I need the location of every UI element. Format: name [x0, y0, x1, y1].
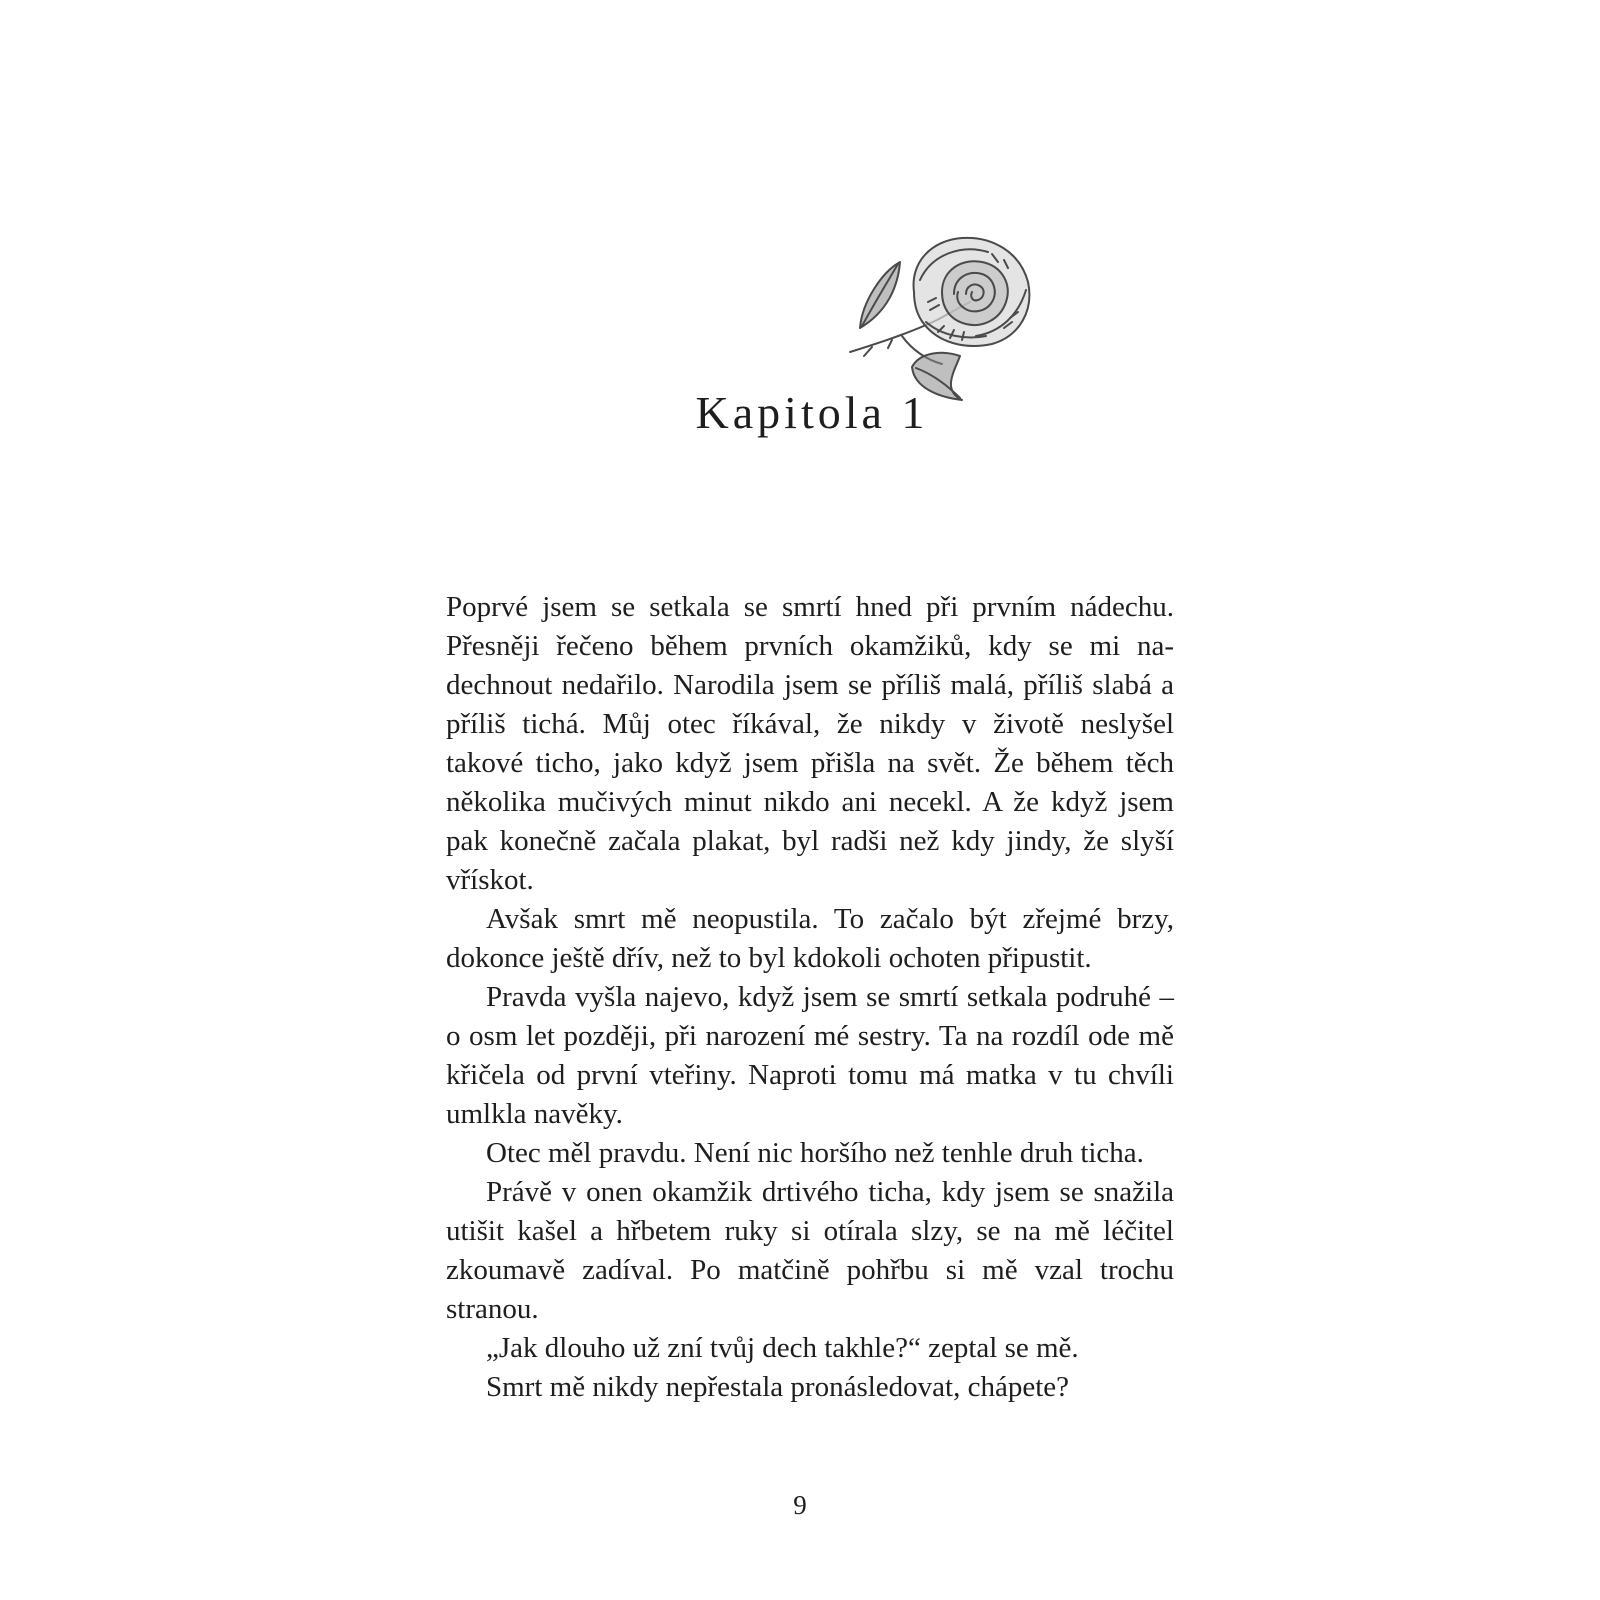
paragraph: Smrt mě nikdy nepřestala pronásledovat, chápete?: [486, 1371, 1070, 1403]
chapter-body: [446, 588, 1174, 1407]
paragraph: Právě v onen okamžik drtivého ticha, kdy jsem se snažila utišit kašel a hřbetem ruky si otírala slzy, se na mě léčitel zkoumavě zadíval. Po matčině pohřbu si mě vzal trochu stranou.: [446, 1176, 1174, 1325]
rose-illustration: [842, 232, 1038, 404]
chapter-title: Kapitola 1: [695, 387, 929, 438]
paragraph: „Jak dlouho už zní tvůj dech takhle?“ zeptal se mě.: [486, 1332, 1079, 1364]
page-number: 9: [793, 1490, 807, 1520]
paragraph: Avšak smrt mě neopustila. To začalo být zřejmé brzy, dokonce ještě dřív, než to byl kdokoli ochoten připustit.: [446, 903, 1174, 974]
paragraph: Poprvé jsem se setkala se smrtí hned při prvním nádechu. Přesněji řečeno během prvních okamžiků, kdy se mi nadechnout nedařilo. Narodila jsem se příliš malá, příliš slabá a příliš tichá. Můj otec říkával, že nikdy v životě neslyšel takové ticho, jako když jsem přišla na svět. Že během těch několika mučivých minut nikdo ani necekl. A že když jsem pak konečně začala plakat, byl radši než kdy jindy, že slyší vřískot.: [446, 591, 1174, 896]
rose-icon: [842, 232, 1038, 404]
paragraph: Otec měl pravdu. Není nic horšího než tenhle druh ticha.: [486, 1137, 1144, 1169]
paragraph: Pravda vyšla najevo, když jsem se smrtí setkala podruhé – o osm let později, při narození mé sestry. Ta na rozdíl ode mě křičela od první vteřiny. Naproti tomu má matka v tu chvíli umlkla navěky.: [446, 981, 1174, 1130]
